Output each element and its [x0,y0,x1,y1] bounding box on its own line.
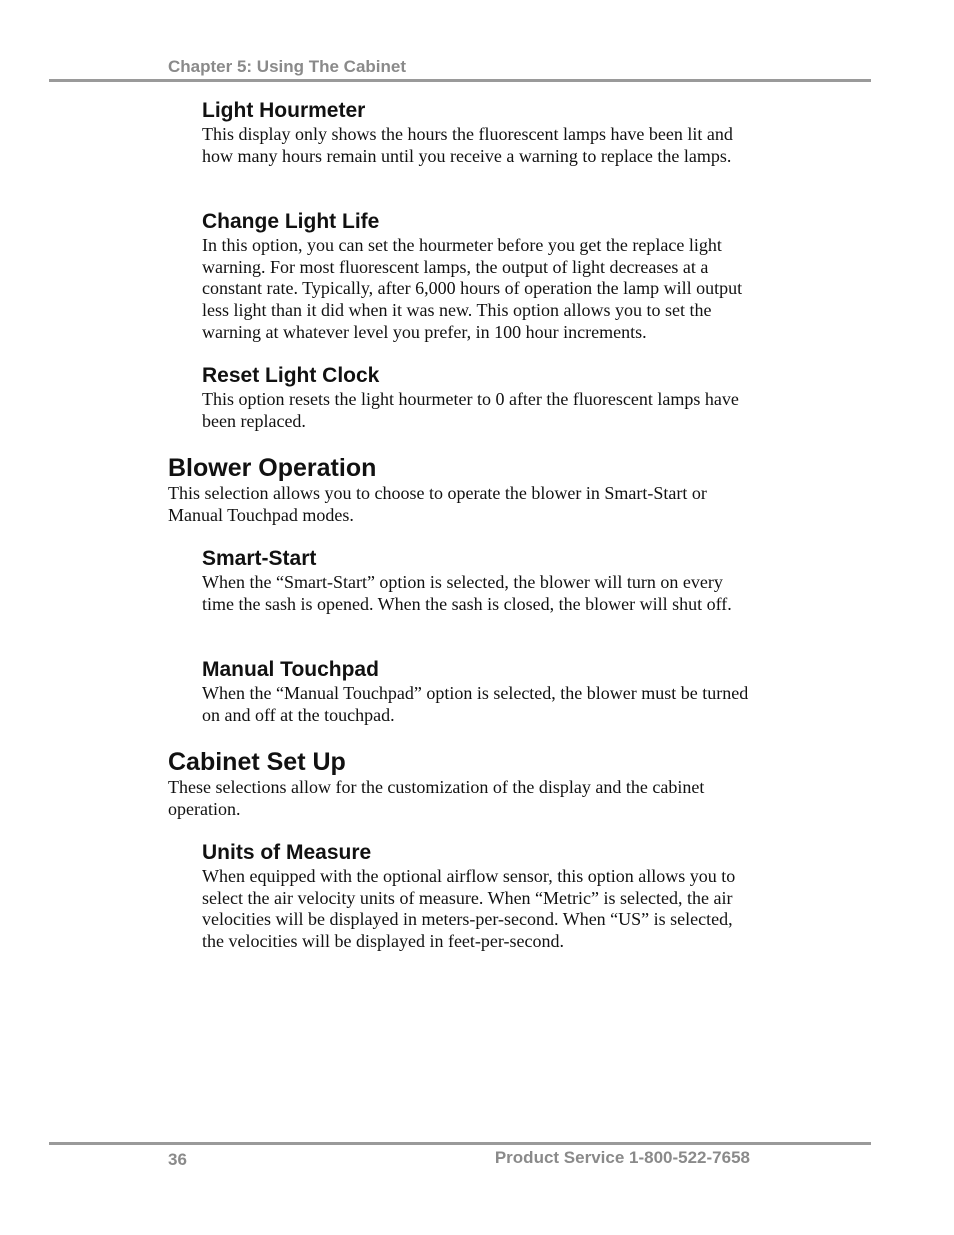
header-rule [49,79,871,82]
section-cabinet-set-up [168,748,758,820]
section-reset-light-clock [202,364,752,432]
section-body: This option resets the light hourmeter to 0 after the fluorescent lamps have been replaced. [202,389,739,431]
section-body: In this option, you can set the hourmeter before you get the replace light warning. For most fluorescent lamps, the output of light decreases at a constant rate. Typically, after 6,000 hours of operation the lamp will output less light than it did when it was new. This option allows you to set the warning at whatever level you prefer, in 100 hour increments. [202,235,743,342]
section-light-hourmeter [202,99,752,167]
section-body: When the “Manual Touchpad” option is selected, the blower must be turned on and off at the touchpad. [202,683,749,725]
product-service-phone: Product Service 1-800-522-7658 [494,1148,750,1167]
section-title: Light Hourmeter [202,99,366,122]
footer-rule [49,1142,871,1145]
section-body: This selection allows you to choose to operate the blower in Smart-Start or Manual Touchpad modes. [168,483,707,525]
page-number: 36 [168,1150,187,1169]
section-body: This display only shows the hours the fluorescent lamps have been lit and how many hours remain until you receive a warning to replace the lamps. [202,124,733,166]
section-title: Smart-Start [202,547,317,570]
section-manual-touchpad [202,658,752,726]
section-title: Manual Touchpad [202,658,379,681]
section-heading: Blower Operation [168,454,377,482]
section-body: When the “Smart-Start” option is selected, the blower will turn on every time the sash is opened. When the sash is closed, the blower will shut off. [202,572,732,614]
section-title: Change Light Life [202,210,380,233]
section-body: These selections allow for the customization of the display and the cabinet operation. [168,777,705,819]
section-change-light-life [202,210,752,344]
section-body: When equipped with the optional airflow sensor, this option allows you to select the air velocity units of measure. When “Metric” is selected, the air velocities will be displayed in meters-per-second. When “US” is selected, the velocities will be displayed in feet-per-second. [202,866,736,952]
section-heading: Cabinet Set Up [168,748,346,776]
chapter-header: Chapter 5: Using The Cabinet [168,57,407,76]
section-units-of-measure [202,841,752,953]
section-blower-operation [168,454,758,526]
section-title: Reset Light Clock [202,364,380,387]
section-smart-start [202,547,752,615]
section-title: Units of Measure [202,841,372,864]
